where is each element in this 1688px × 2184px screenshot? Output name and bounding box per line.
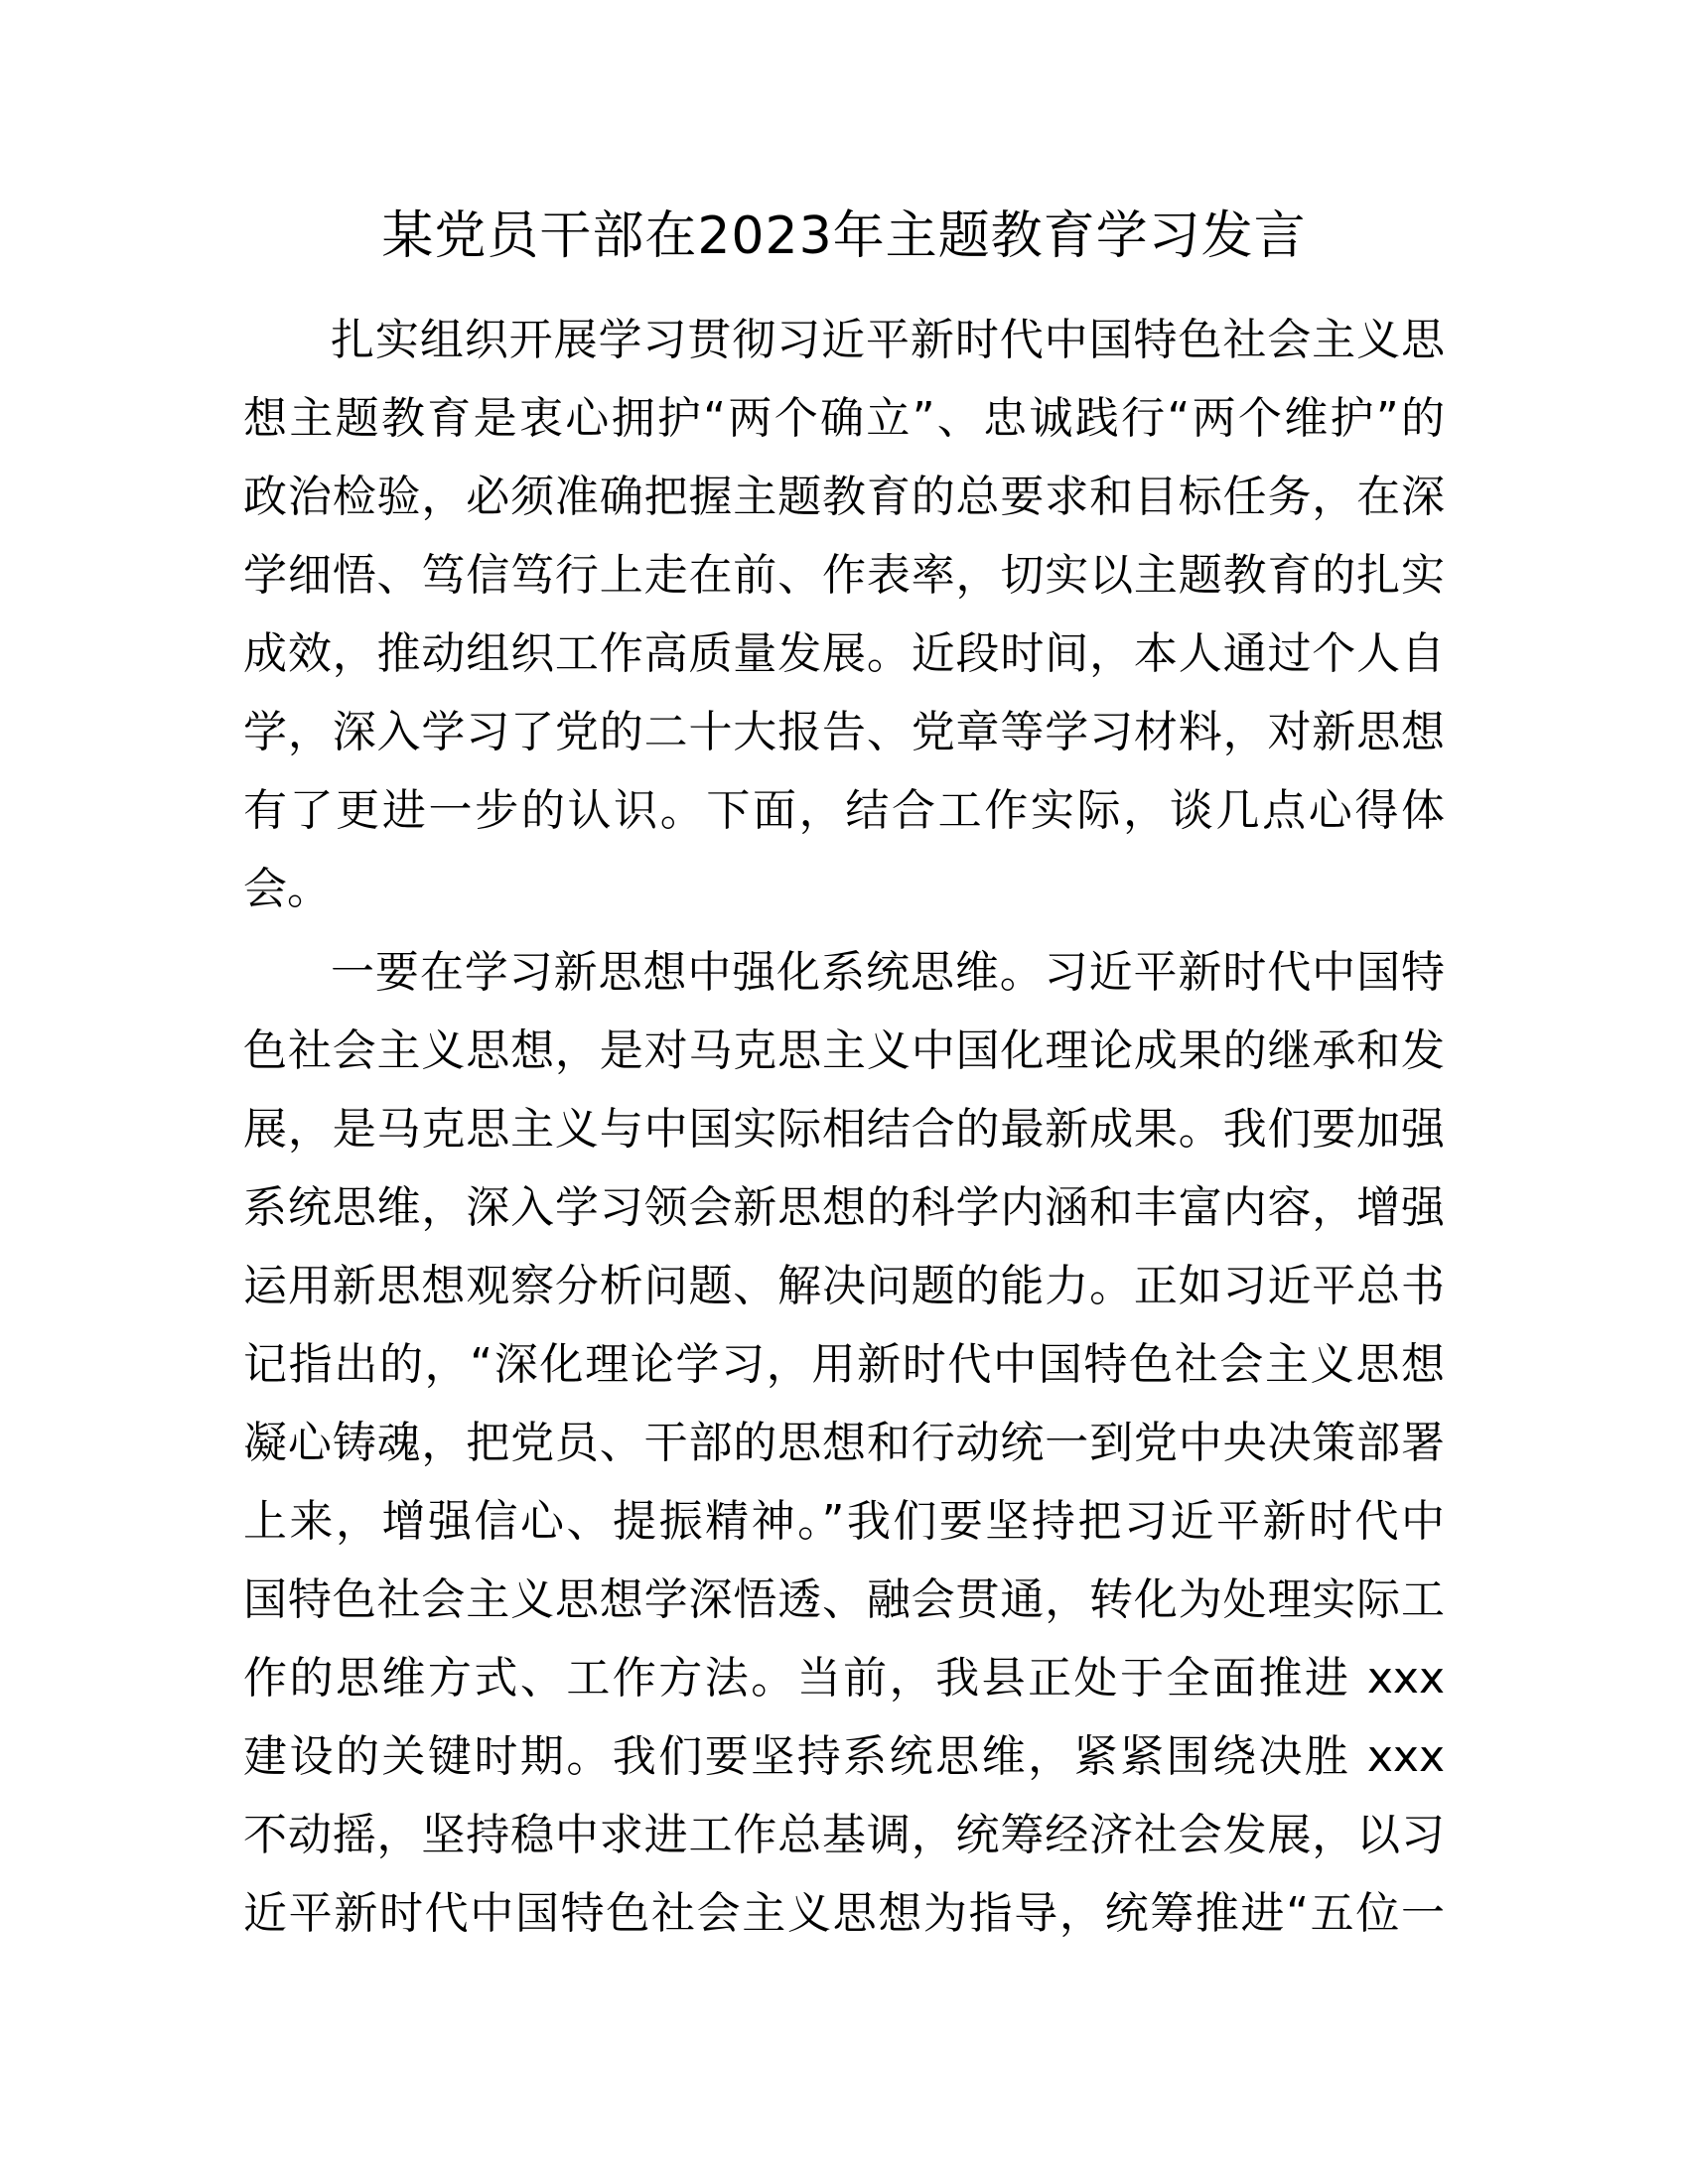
paragraph-line: 一要在学习新思想中强化系统思维。习近平新时代中国特 bbox=[331, 947, 1445, 998]
paragraph-line: 记指出的，“深化理论学习，用新时代中国特色社会主义思想 bbox=[243, 1339, 1445, 1390]
paragraph-line: 上来，增强信心、提振精神。”我们要坚持把习近平新时代中 bbox=[243, 1496, 1445, 1547]
paragraph-line: 不动摇，坚持稳中求进工作总基调，统筹经济社会发展，以习 bbox=[243, 1810, 1445, 1860]
document-title: 某党员干部在2023年主题教育学习发言 bbox=[381, 206, 1307, 266]
paragraph-line: 凝心铸魂，把党员、干部的思想和行动统一到党中央决策部署 bbox=[243, 1418, 1445, 1468]
paragraph-line: 政治检验，必须准确把握主题教育的总要求和目标任务，在深 bbox=[243, 472, 1445, 522]
paragraph-line: 近平新时代中国特色社会主义思想为指导，统筹推进“五位一 bbox=[243, 1888, 1445, 1939]
paragraph-line: 有了更进一步的认识。下面，结合工作实际，谈几点心得体 bbox=[243, 785, 1445, 836]
paragraph-line: 扎实组织开展学习贯彻习近平新时代中国特色社会主义思 bbox=[331, 315, 1445, 365]
paragraph-line: 学，深入学习了党的二十大报告、党章等学习材料，对新思想 bbox=[243, 707, 1445, 757]
paragraph-line: 会。 bbox=[243, 864, 331, 914]
paragraph-line: 想主题教育是衷心拥护“两个确立”、忠诚践行“两个维护”的 bbox=[243, 393, 1445, 444]
paragraph-line: 运用新思想观察分析问题、解决问题的能力。正如习近平总书 bbox=[243, 1261, 1445, 1311]
paragraph-line: 建设的关键时期。我们要坚持系统思维，紧紧围绕决胜 xxx bbox=[243, 1731, 1445, 1782]
paragraph-line: 系统思维，深入学习领会新思想的科学内涵和丰富内容，增强 bbox=[243, 1182, 1445, 1233]
paragraph-line: 展，是马克思主义与中国实际相结合的最新成果。我们要加强 bbox=[243, 1104, 1445, 1155]
paragraph-line: 学细悟、笃信笃行上走在前、作表率，切实以主题教育的扎实 bbox=[243, 550, 1445, 601]
paragraph-line: 色社会主义思想，是对马克思主义中国化理论成果的继承和发 bbox=[243, 1025, 1445, 1076]
paragraph-line: 国特色社会主义思想学深悟透、融会贯通，转化为处理实际工 bbox=[243, 1574, 1445, 1625]
paragraph-line: 作的思维方式、工作方法。当前，我县正处于全面推进 xxx bbox=[243, 1653, 1445, 1704]
paragraph-line: 成效，推动组织工作高质量发展。近段时间，本人通过个人自 bbox=[243, 628, 1445, 679]
